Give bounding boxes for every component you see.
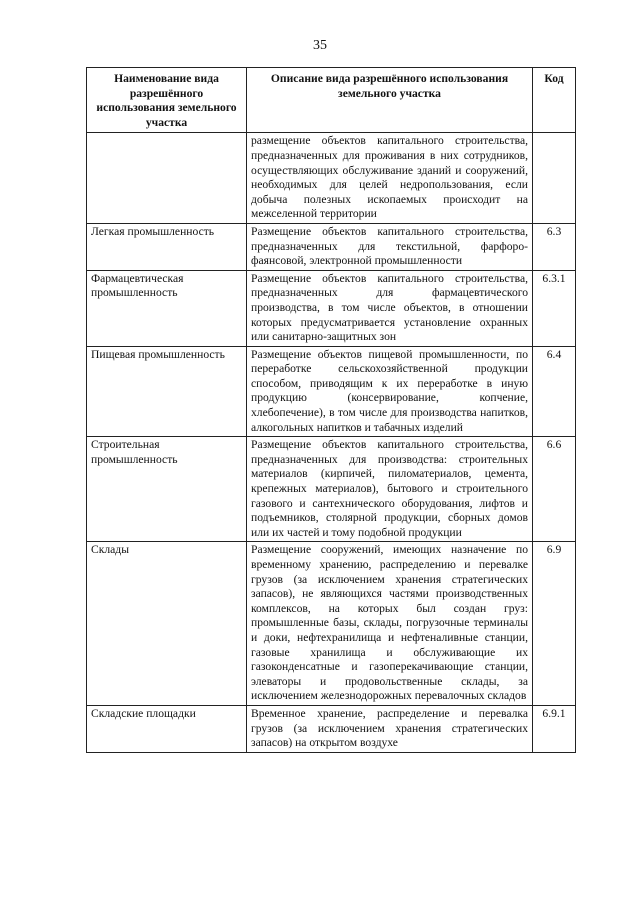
header-description: Описание вида разрешённого использования земельного участка [247,68,533,133]
row-description: Размещение объектов капитального строительства, предназначенных для производства: строительных материалов (кирпичей, пиломатериалов, цемента, крепежных материалов), бытового и строительного газового и сантехнического оборудования, лифтов и подъемников, столярной продукции, сборных домов или их частей и тому подобной продукции [247,437,533,542]
row-description: Временное хранение, распределение и перевалка грузов (за исключением хранения стратегических запасов) на открытом воздухе [247,705,533,752]
row-description: Размещение объектов капитального строительства, предназначенных для текстильной, фарфоро-фаянсовой, электронной промышленности [247,223,533,270]
row-code: 6.4 [533,346,576,437]
row-name: Фармацевтическая промышленность [87,270,247,346]
header-code: Код [533,68,576,133]
table-row [87,705,576,752]
row-name: Складские площадки [87,705,247,752]
row-name: Легкая промышленность [87,223,247,270]
row-code: 6.9.1 [533,705,576,752]
table-row [87,270,576,346]
row-description: Размещение объектов капитального строительства, предназначенных для фармацевтического производства, в том числе объектов, в отношении которых предусматривается установление охранных или санитарно-защитных зон [247,270,533,346]
row-name [87,133,247,224]
row-name: Пищевая промышленность [87,346,247,437]
table-row [87,437,576,542]
table-header [87,68,576,133]
land-use-table [86,67,576,753]
row-code: 6.6 [533,437,576,542]
header-row [87,68,576,133]
row-code: 6.9 [533,542,576,706]
table-row [87,542,576,706]
header-name: Наименование вида разрешённого использования земельного участка [87,68,247,133]
table-row [87,133,576,224]
row-name: Строительная промышленность [87,437,247,542]
table-body [87,133,576,752]
row-description: Размещение сооружений, имеющих назначение по временному хранению, распределению и перевалке грузов (за исключением хранения стратегических запасов), не являющихся частями производственных комплексов, на которых был создан груз: промышленные базы, склады, погрузочные терминалы и доки, нефтехранилища и нефтеналивные станции, газовые хранилища и обслуживающие их газоконденсатные и газоперекачивающие станции, элеваторы и продовольственные склады, за исключением железнодорожных перевалочных складов [247,542,533,706]
table-row [87,346,576,437]
page-number: 35 [313,38,327,53]
row-description: Размещение объектов пищевой промышленности, по переработке сельскохозяйственной продукции способом, приводящим к их переработке в иную продукцию (консервирование, копчение, хлебопечение), в том числе для производства напитков, алкогольных напитков и табачных изделий [247,346,533,437]
table-row [87,223,576,270]
row-description: размещение объектов капитального строительства, предназначенных для проживания в них сотрудников, осуществляющих обслуживание зданий и сооружений, необходимых для целей недропользования, если добыча полезных ископаемых происходит на межселенной территории [247,133,533,224]
row-code: 6.3.1 [533,270,576,346]
row-code: 6.3 [533,223,576,270]
row-code [533,133,576,224]
row-name: Склады [87,542,247,706]
